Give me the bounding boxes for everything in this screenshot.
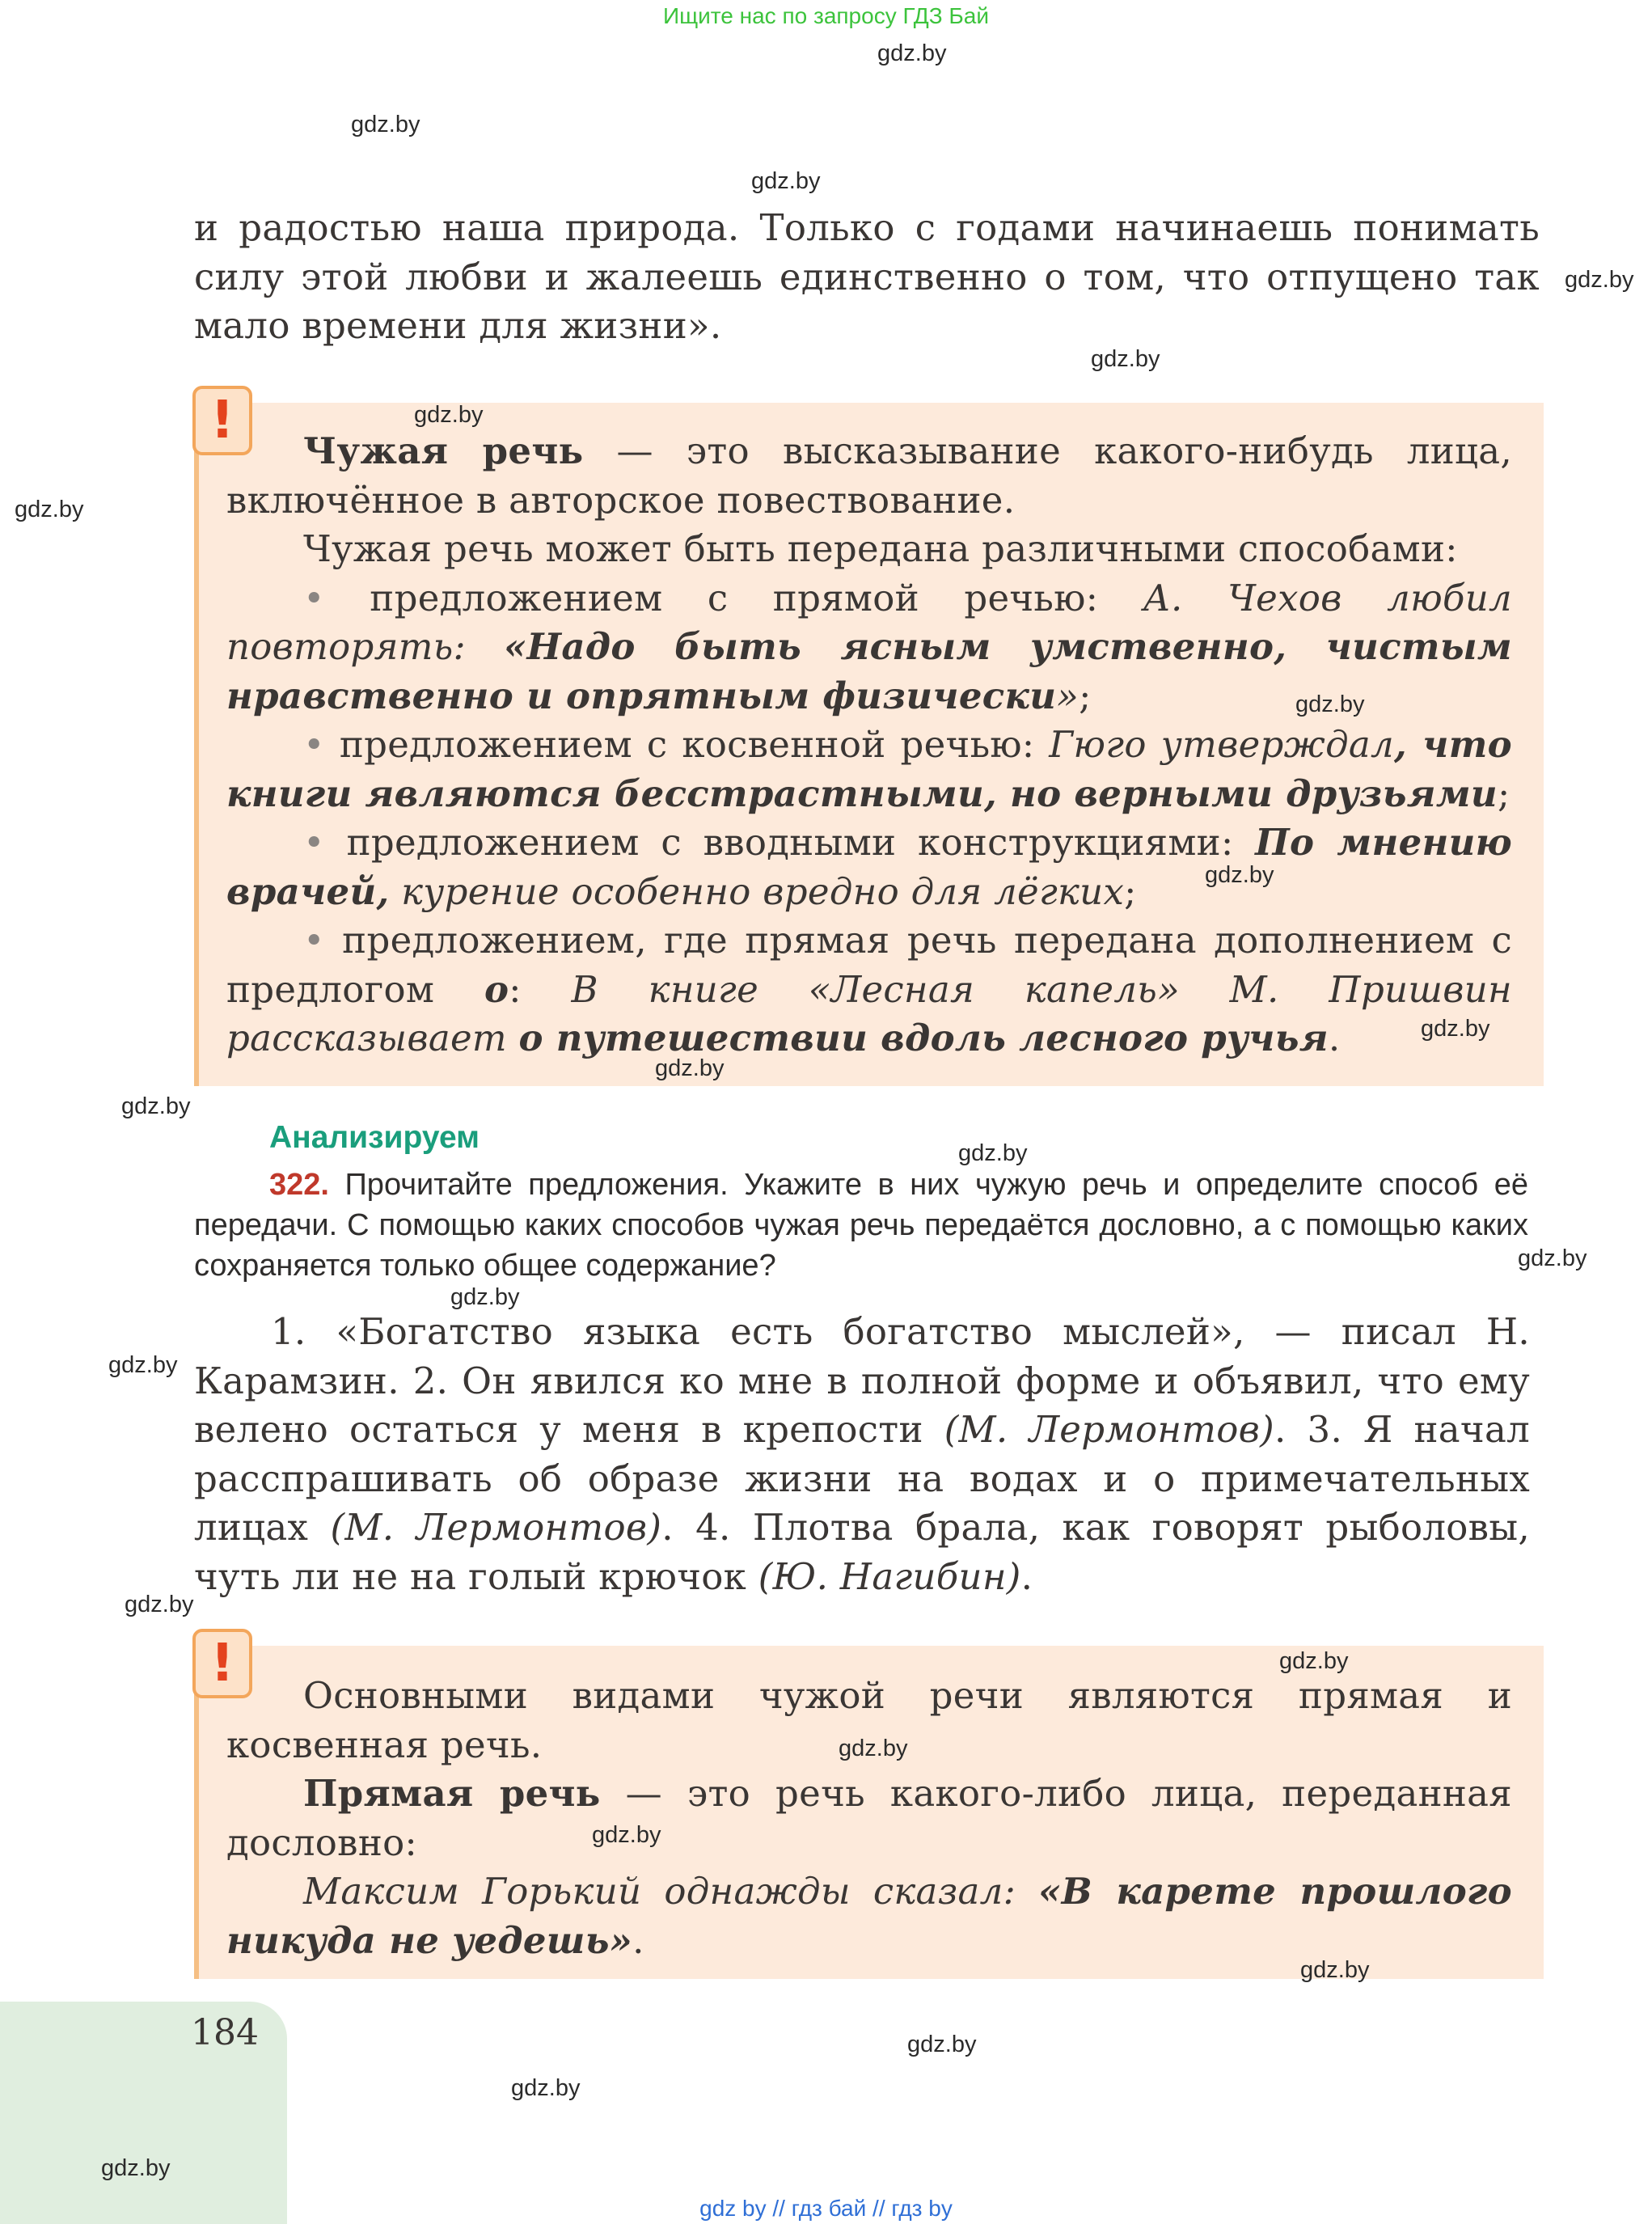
watermark: gdz.by [15,497,84,522]
watermark: gdz.by [839,1736,908,1761]
watermark: gdz.by [1300,1957,1370,1983]
example-quote-end: » [1056,674,1080,717]
watermark: gdz.by [1565,267,1634,293]
rule-box-2-text [226,1672,1512,1965]
main-types-text: Основными видами чужой речи являются прямая и косвенная речь. [226,1674,1512,1766]
watermark: gdz.by [450,1284,520,1310]
watermark: gdz.by [414,402,484,428]
watermark: gdz.by [592,1822,661,1848]
section-heading: Анализируем [269,1120,480,1155]
exclamation-icon: ! [192,386,252,455]
exercise-text [194,1308,1530,1601]
exclamation-icon: ! [192,1629,252,1698]
sentence: . [1020,1554,1033,1598]
definition-term: Прямая речь [303,1772,601,1815]
footer-links[interactable]: gdz by // гдз бай // гдз by [699,2196,953,2221]
watermark: gdz.by [1421,1016,1490,1042]
example-bold: , что книги являются бесстрастными, но верными друзьями [226,723,1512,815]
preposition: о [484,967,509,1011]
example-italic: Максим Горький однажды сказал: [303,1870,1039,1913]
watermark: gdz.by [108,1352,178,1378]
watermark: gdz.by [1205,862,1274,888]
intro-text: и радостью наша природа. Только с годами начинаешь понимать силу этой любви и жалеешь единственно о том, что отпущено так мало времени для жизни». [194,206,1540,347]
intro-paragraph [194,204,1540,351]
direct-speech-example [226,1867,1512,1965]
author: (М. Лермонтов) [330,1506,662,1549]
watermark: gdz.by [958,1140,1028,1166]
list-item-object [226,916,1512,1063]
watermark: gdz.by [1279,1648,1349,1674]
example-italic: курение особенно вредно для лёгких [389,869,1125,913]
sentence: 1. «Богатство языка есть богатство мыслей», — писал Н. Карамзин. 2. Он явился ко мне в полной форме и объявил, что ему велено остаться у меня в крепости [194,1310,1530,1451]
exercise-sentences [194,1308,1530,1601]
task-number: 322. [269,1168,329,1202]
task-text [194,1165,1528,1286]
example-italic: А. Чехов любил повторять: [226,576,1512,668]
list-item-indirect-speech [226,721,1512,818]
example-bold: По мнению врачей, [226,821,1512,913]
example-bold: «Надо быть ясным умственно, чистым нравственно и опрятным физически [226,625,1512,717]
author: (Ю. Нагибин) [758,1554,1021,1598]
sentence: . 3. Я начал расспрашивать об образе жизни на водах и о примечательных лицах [194,1408,1530,1549]
watermark: gdz.by [125,1592,194,1617]
watermark: gdz.by [121,1093,191,1119]
definition-text: — это речь какого-либо лица, переданная дословно: [226,1772,1512,1864]
list-item-lead: предложением с косвенной речью: [324,723,1050,766]
definition-term: Чужая речь [303,429,584,472]
example-italic: Гюго утверждал [1049,723,1394,766]
watermark: gdz.by [1518,1245,1587,1271]
sentence: . 4. Плотва брала, как говорят рыболовы, чуть ли не на голый крючок [194,1506,1530,1598]
page-number: 184 [191,2012,259,2053]
list-item-lead: предложением, где прямая речь передана дополнением с предлогом [226,919,1512,1011]
watermark: gdz.by [101,2155,171,2181]
example-end: . [632,1918,644,1962]
list-item-introductory [226,818,1512,916]
watermark: gdz.by [351,112,420,137]
watermark: gdz.by [877,40,947,66]
bullet-icon: • [303,919,325,962]
direct-speech-definition [226,1769,1512,1867]
top-banner[interactable]: Ищите нас по запросу ГДЗ Бай [662,3,990,28]
author: (М. Лермонтов) [944,1408,1274,1451]
list-item-end: ; [1079,674,1092,717]
definition [226,427,1512,525]
colon: : [509,967,572,1011]
watermark: gdz.by [1091,346,1160,372]
bullet-icon: • [303,821,325,864]
example-italic: В книге «Лесная капель» М. Пришвин рассказывает [226,967,1512,1059]
example-bold: «В карете прошлого никуда не уедешь» [226,1870,1512,1962]
watermark: gdz.by [907,2032,977,2057]
watermark: gdz.by [655,1055,725,1081]
bullet-icon: • [303,723,325,766]
rule-box-1-text [226,427,1512,1063]
definition-text: — это высказывание какого-нибудь лица, включённое в авторское повествование. [226,429,1513,522]
task-instructions: Прочитайте предложения. Укажите в них чужую речь и определите способ её передачи. С помощью каких способов чужая речь передаётся дословно, а с помощью каких сохраняется только общее содержание? [194,1168,1528,1283]
watermark: gdz.by [1295,691,1365,717]
list-item-lead: предложением с прямой речью: [324,576,1143,619]
list-item-end: . [1328,1017,1341,1059]
list-item-lead: предложением с вводными конструкциями: [324,821,1256,864]
watermark: gdz.by [751,168,821,194]
example-bold: о путешествии вдоль лесного ручья [518,1017,1329,1059]
list-item-end: ; [1497,772,1510,815]
watermark: gdz.by [511,2075,581,2101]
ways-intro: Чужая речь может быть передана различными способами: [303,527,1458,570]
list-item-end: ; [1124,869,1137,913]
bullet-icon: • [303,576,325,619]
